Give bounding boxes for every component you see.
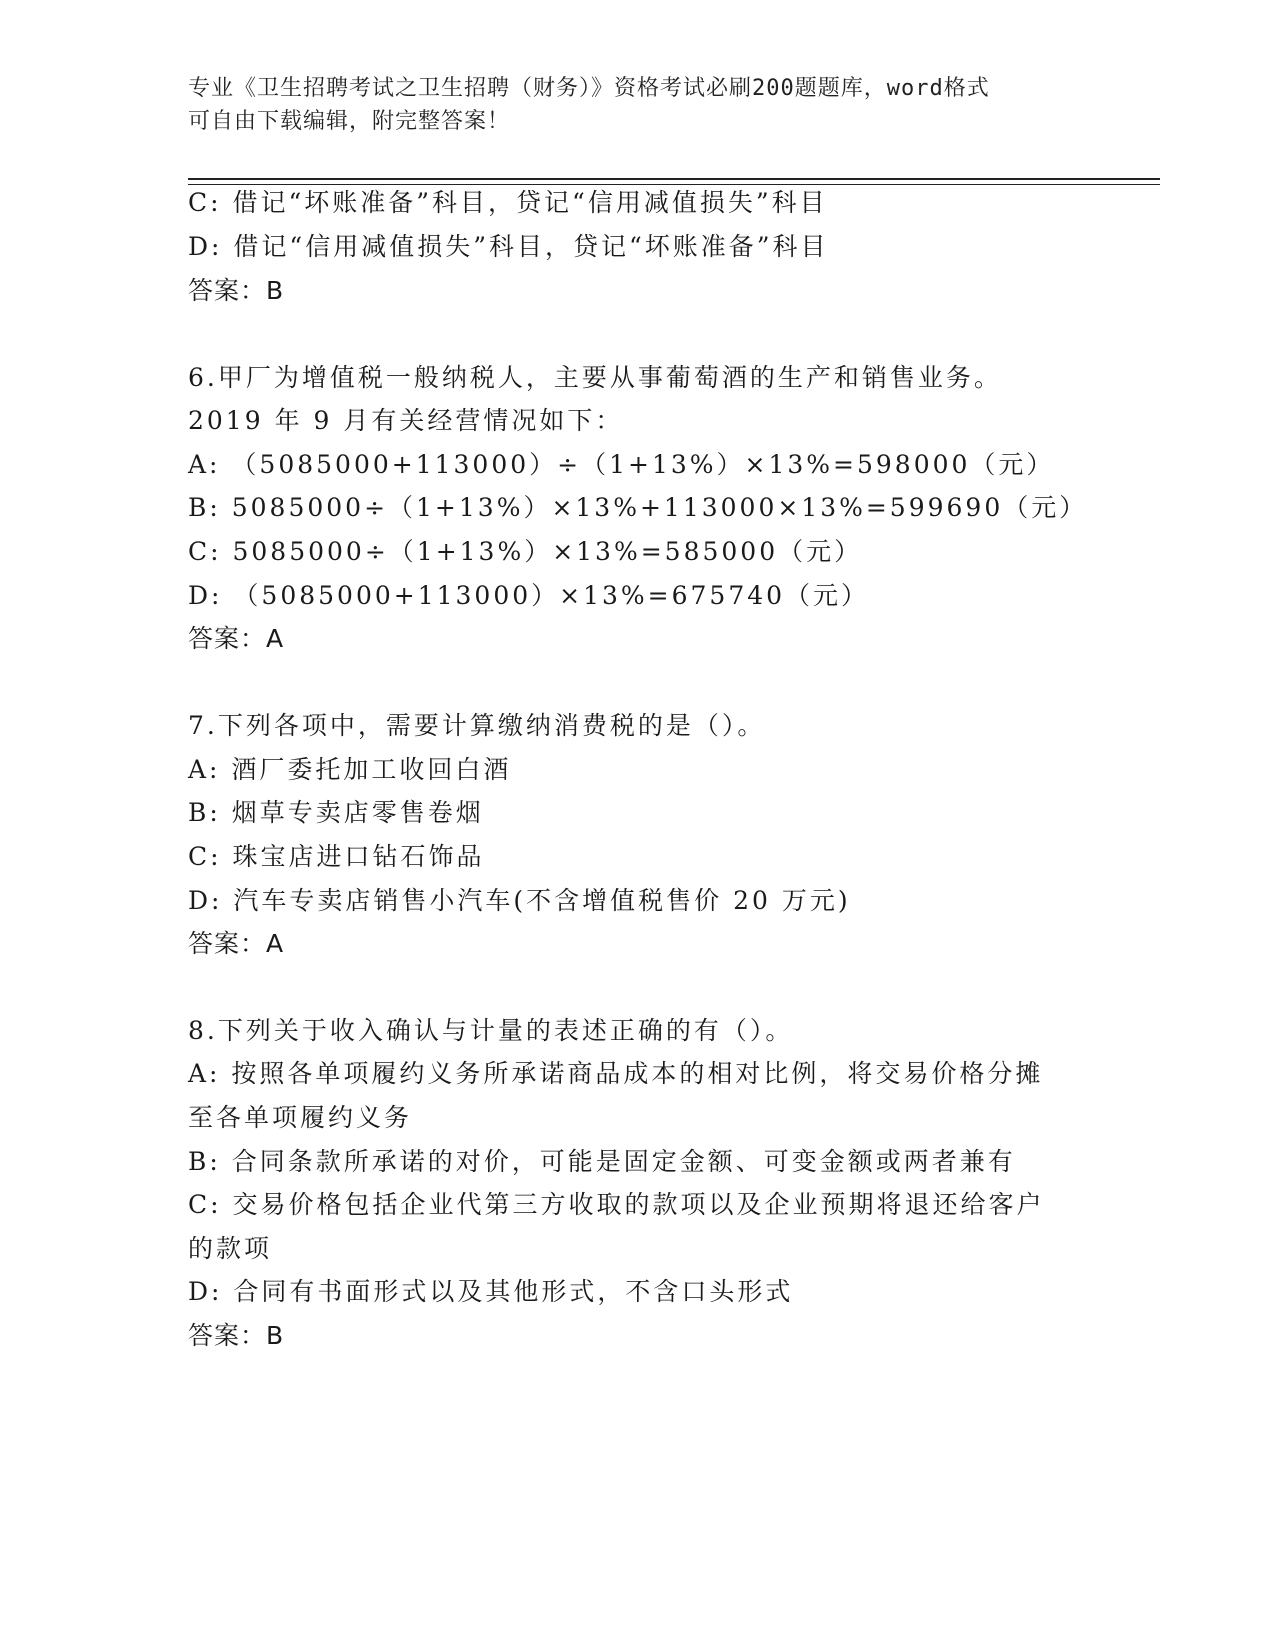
q6-option-a: A: （5085000+113000）÷（1+13%）×13%=598000（元）	[188, 450, 1055, 479]
q8-option-c-line-1: C: 交易价格包括企业代第三方收取的款项以及企业预期将退还给客户	[188, 1190, 1045, 1219]
q5-option-d: D: 借记“信用减值损失”科目，贷记“坏账准备”科目	[188, 232, 829, 261]
header-line-2: 可自由下载编辑，附完整答案！	[188, 109, 511, 134]
q6-option-c: C: 5085000÷（1+13%）×13%=585000（元）	[188, 537, 863, 566]
q7-answer: 答案：A	[188, 929, 285, 958]
q8-option-a-line-1: A: 按照各单项履约义务所承诺商品成本的相对比例，将交易价格分摊	[188, 1059, 1044, 1088]
q6-answer: 答案：A	[188, 624, 285, 653]
q6-option-b: B: 5085000÷（1+13%）×13%+113000×13%=599690（元）	[188, 493, 1088, 522]
q8-question: 8.下列关于收入确认与计量的表述正确的有（）。	[188, 1016, 794, 1045]
q8-answer: 答案：B	[188, 1321, 285, 1350]
document-header	[188, 72, 1088, 138]
q8-option-d: D: 合同有书面形式以及其他形式，不含口头形式	[188, 1277, 794, 1306]
q7-option-c: C: 珠宝店进口钻石饰品	[188, 842, 485, 871]
q7-option-b: B: 烟草专卖店零售卷烟	[188, 798, 484, 827]
header-divider-thick	[188, 178, 1160, 180]
q6-option-d: D: （5085000+113000）×13%=675740（元）	[188, 581, 870, 610]
q5-option-c: C: 借记“坏账准备”科目，贷记“信用减值损失”科目	[188, 188, 828, 217]
q6-question-line-1: 6.甲厂为增值税一般纳税人，主要从事葡萄酒的生产和销售业务。	[188, 363, 1002, 392]
header-line-1: 专业《卫生招聘考试之卫生招聘（财务）》资格考试必刷200题题库，word格式	[188, 76, 990, 101]
q8-option-b: B: 合同条款所承诺的对价，可能是固定金额、可变金额或两者兼有	[188, 1147, 1016, 1176]
q7-option-d: D: 汽车专卖店销售小汽车(不含增值税售价 20 万元)	[188, 886, 851, 915]
q8-option-c-line-2: 的款项	[188, 1234, 273, 1263]
q7-option-a: A: 酒厂委托加工收回白酒	[188, 755, 512, 784]
q7-question: 7.下列各项中，需要计算缴纳消费税的是（）。	[188, 711, 766, 740]
q8-option-a-line-2: 至各单项履约义务	[188, 1103, 413, 1132]
q6-question-line-2: 2019 年 9 月有关经营情况如下：	[188, 406, 624, 435]
q5-answer: 答案：B	[188, 276, 285, 305]
header-divider-thin	[188, 184, 1160, 185]
